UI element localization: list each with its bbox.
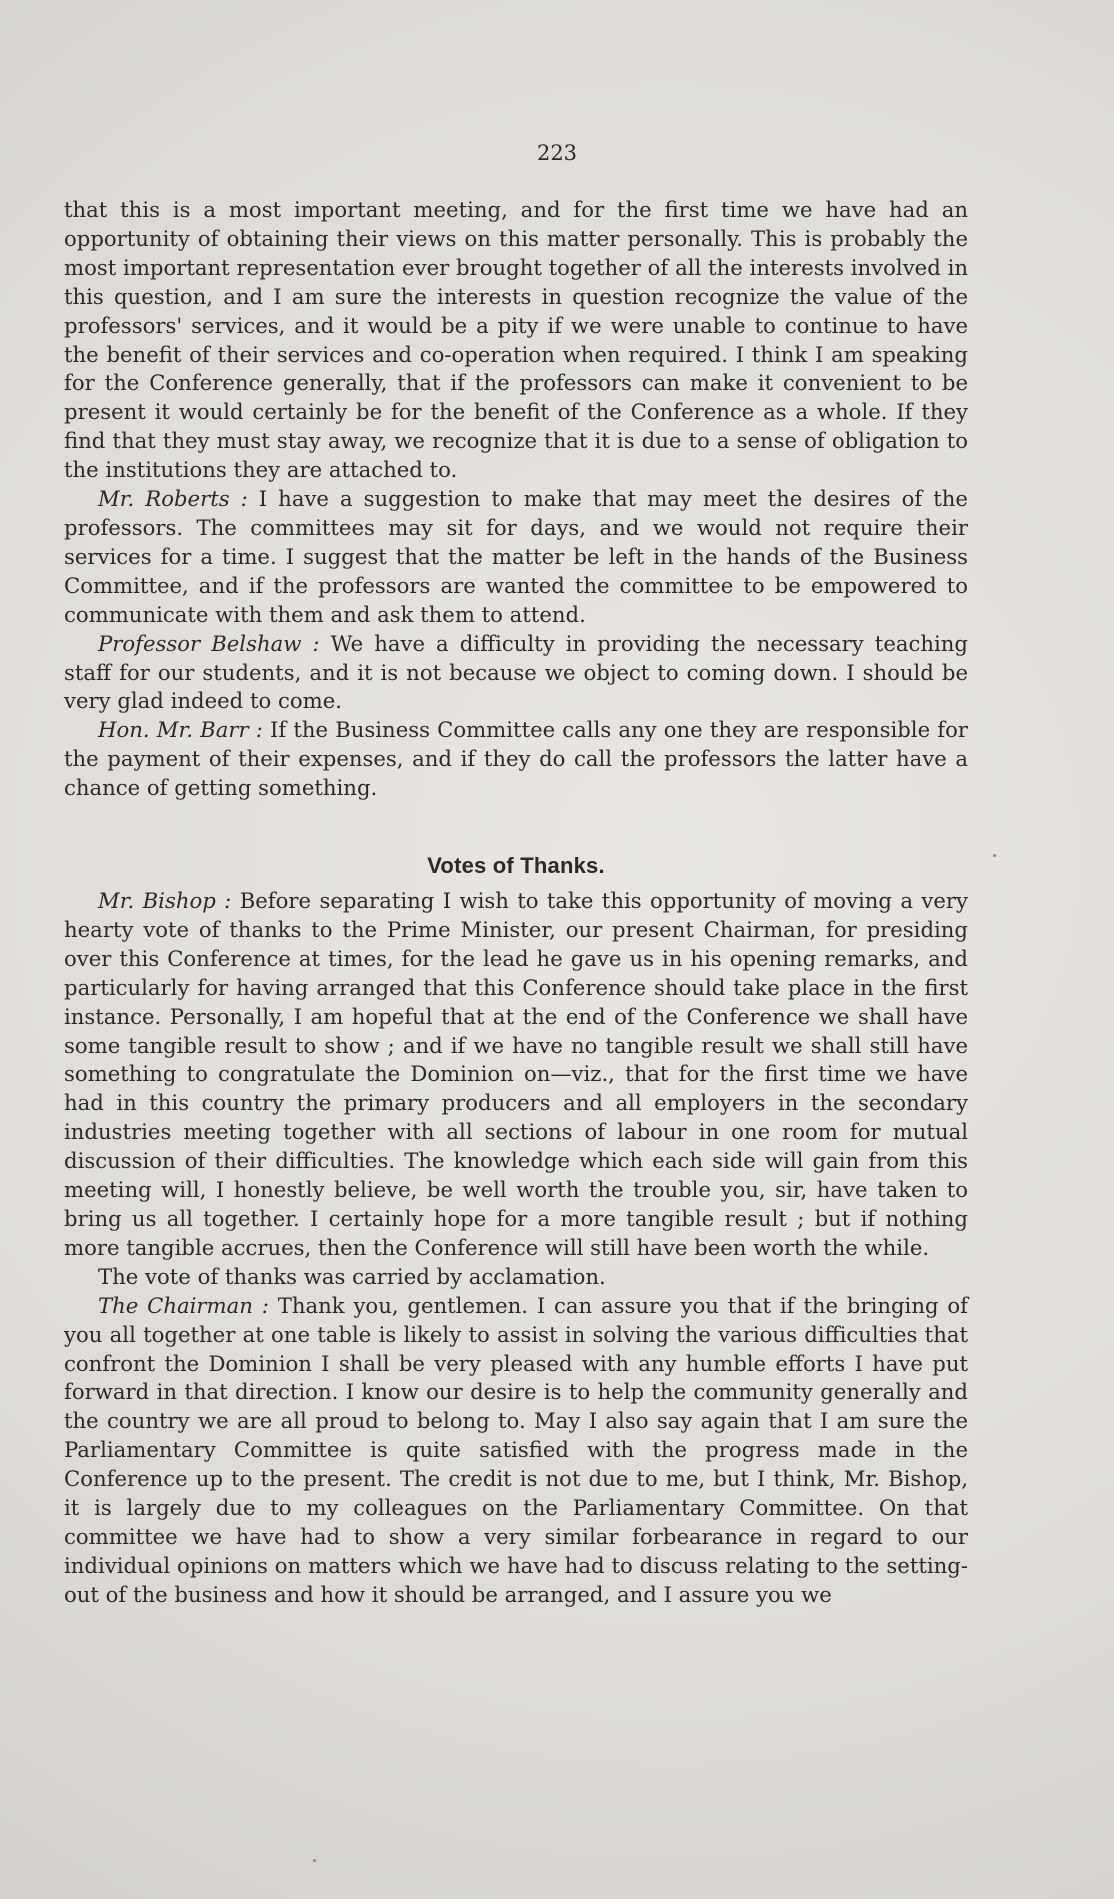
paragraph-text: Thank you, gentlemen. I can assure you that if the bringing of you all together at one table is likely to assist in solving the various difficulties that confront the Dominion I shall be very pleased with any humble efforts I have put forward in that direction. I know our desire is to help the community generally and the country we are all proud to belong to. May I also say again that I am sure the Parliamentary Committee is quite satisfied with the progress made in the Conference up to the present. The credit is not due to me, but I think, Mr. Bishop, it is largely due to my colleagues on the Parliamentary Committee. On that committee we have had to show a very similar forbearance in regard to our individual opinions on matters which we have had to discuss relating to the setting-out of the business and how it should be arranged, and I assure you we [64,1292,968,1607]
paragraph-text: We have a difficulty in providing the necessary teaching staff for our students, and it is not because we object to coming down. I should be very glad indeed to come. [64,630,968,714]
paragraph-roberts [64,485,968,630]
speaker-name: Mr. Bishop : [98,888,232,914]
paragraph-text: Before separating I wish to take this opportunity of moving a very hearty vote of thanks to the Prime Minister, our present Chairman, for presiding over this Conference at times, for the lead he gave us in his opening remarks, and particularly for having arranged that this Conference should take place in the first instance. Personally, I am hopeful that at the end of the Conference we shall have some tangible result to show ; and if we have no tangible result we shall still have something to congratulate the Dominion on—viz., that for the first time we have had in this country the primary producers and all employers in the secondary industries meeting together with all sections of labour in one room for mutual discussion of their difficulties. The knowledge which each side will gain from this meeting will, I honestly believe, be well worth the trouble you, sir, have taken to bring us all together. I certainly hope for a more tangible result ; but if nothing more tangible accrues, then the Conference will still have been worth the while. [64,888,968,1260]
paragraph-text: The vote of thanks was carried by acclamation. [98,1263,606,1289]
paragraph-continuation [64,196,968,485]
section-heading: Votes of Thanks. [427,853,605,879]
speaker-name: Hon. Mr. Barr : [98,717,263,743]
paragraph-vote-result [64,1263,968,1292]
paragraph-belshaw [64,630,968,717]
speaker-name: Mr. Roberts : [98,486,248,512]
paragraph-text: I have a suggestion to make that may meet the desires of the professors. The committees may sit for days, and we would not require their services for a time. I suggest that the matter be left in the hands of the Business Committee, and if the professors are wanted the committee to be empowered to communicate with them and ask them to attend. [64,486,968,627]
page-number: 223 [536,141,578,165]
speaker-name: Professor Belshaw : [98,630,320,656]
paragraph-barr [64,716,968,803]
speaker-name: The Chairman : [98,1292,269,1318]
paragraph-bishop [64,887,968,1263]
paragraph-text: If the Business Committee calls any one they are responsible for the payment of their expenses, and if they do call the professors the latter have a chance of getting something. [64,717,968,801]
page-body [64,196,968,1610]
paper-speck [313,1859,316,1862]
paper-speck [993,854,996,857]
paragraph-chairman [64,1292,968,1610]
paragraph-text: that this is a most important meeting, and for the first time we have had an opportunity of obtaining their views on this matter personally. This is probably the most important representation ever brought together of all the interests involved in this question, and I am sure the interests in question recognize the value of the professors' services, and it would be a pity if we were unable to continue to have the benefit of their services and co-operation when required. I think I am speaking for the Conference generally, that if the professors can make it convenient to be present it would certainly be for the benefit of the Conference as a whole. If they find that they must stay away, we recognize that it is due to a sense of obligation to the institutions they are attached to. [64,197,968,483]
